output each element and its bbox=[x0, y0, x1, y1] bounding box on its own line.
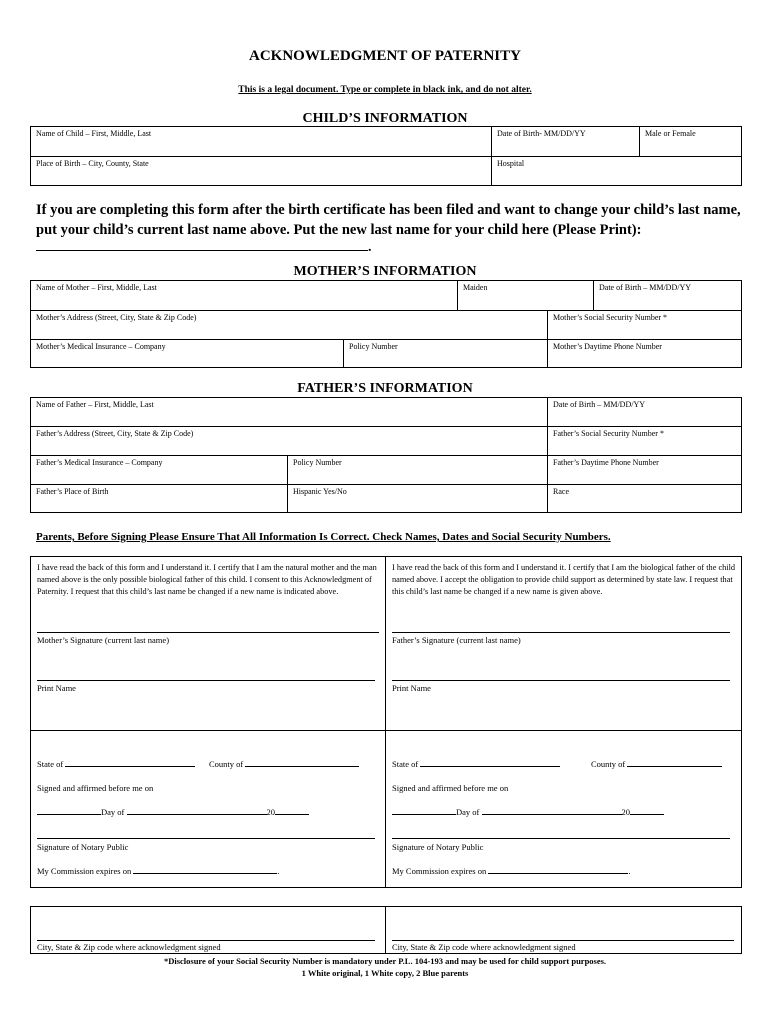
name-change-instructions: If you are completing this form after the birth certificate has been filed and want to change your child’s last name, put your child’s current last name above. Put the new last name for your child here (Please Print): bbox=[36, 202, 741, 238]
father-month-blank[interactable] bbox=[482, 813, 622, 815]
mother-signature-line[interactable] bbox=[37, 632, 379, 633]
father-hispanic-field[interactable] bbox=[287, 485, 547, 513]
mother-row-2 bbox=[31, 311, 741, 340]
mother-location-line[interactable] bbox=[37, 940, 375, 941]
father-day-of-label: Day of bbox=[456, 807, 480, 817]
signature-block bbox=[30, 556, 742, 888]
father-policy-label: Policy Number bbox=[293, 458, 342, 467]
father-insurance-label: Father’s Medical Insurance – Company bbox=[36, 458, 163, 467]
father-print-name-label: Print Name bbox=[392, 683, 431, 693]
ssn-disclosure: *Disclosure of your Social Security Number is mandatory under P.L. 104-193 and may be used for child support purposes. bbox=[163, 956, 607, 966]
father-day-blank[interactable] bbox=[392, 813, 456, 815]
father-commission bbox=[392, 866, 630, 876]
mother-location-label: City, State & Zip code where acknowledgment signed bbox=[37, 942, 221, 952]
mother-maiden-label: Maiden bbox=[463, 283, 488, 292]
mother-commission-label: My Commission expires on bbox=[37, 866, 132, 876]
father-county-label: County of bbox=[591, 759, 626, 769]
mother-year-label: 20 bbox=[266, 807, 275, 817]
child-section-heading: CHILD’S INFORMATION bbox=[302, 111, 468, 126]
mother-maiden-field[interactable] bbox=[457, 281, 593, 310]
mother-phone-label: Mother’s Daytime Phone Number bbox=[553, 342, 662, 351]
new-last-name-period: . bbox=[368, 240, 372, 255]
father-phone-field[interactable] bbox=[547, 456, 741, 484]
child-sex-label: Male or Female bbox=[645, 129, 696, 138]
mother-commission-blank[interactable] bbox=[133, 872, 277, 874]
father-commission-label: My Commission expires on bbox=[392, 866, 487, 876]
mother-ssn-field[interactable] bbox=[547, 311, 741, 339]
mother-notary-date bbox=[37, 807, 309, 817]
father-notary-label: Signature of Notary Public bbox=[392, 842, 484, 852]
form-title: ACKNOWLEDGMENT OF PATERNITY bbox=[249, 48, 521, 64]
father-commission-period: . bbox=[628, 866, 631, 876]
father-state-of bbox=[392, 759, 560, 769]
father-row-3 bbox=[31, 456, 741, 485]
mother-dob-label: Date of Birth – MM/DD/YY bbox=[599, 283, 691, 292]
father-ssn-label: Father’s Social Security Number * bbox=[553, 429, 664, 438]
affidavit-notary-divider bbox=[31, 730, 741, 731]
child-birthplace-field[interactable] bbox=[31, 157, 491, 186]
father-row-1 bbox=[31, 398, 741, 427]
father-row-4 bbox=[31, 485, 741, 513]
father-signature-line[interactable] bbox=[392, 632, 730, 633]
mother-insurance-field[interactable] bbox=[31, 340, 343, 368]
father-location-line[interactable] bbox=[392, 940, 734, 941]
mother-county-of bbox=[209, 759, 359, 769]
mother-print-name-line[interactable] bbox=[37, 680, 375, 681]
mother-policy-label: Policy Number bbox=[349, 342, 398, 351]
child-birthplace-label: Place of Birth – City, County, State bbox=[36, 159, 149, 168]
child-row-1 bbox=[31, 127, 741, 157]
father-signed-affirmed: Signed and affirmed before me on bbox=[392, 783, 509, 793]
father-county-of bbox=[591, 759, 722, 769]
child-name-field[interactable] bbox=[31, 127, 491, 156]
father-section-heading: FATHER’S INFORMATION bbox=[297, 381, 473, 396]
mother-state-of bbox=[37, 759, 195, 769]
mother-name-label: Name of Mother – First, Middle, Last bbox=[36, 283, 157, 292]
father-year-label: 20 bbox=[621, 807, 630, 817]
father-policy-field[interactable] bbox=[287, 456, 547, 484]
mother-state-label: State of bbox=[37, 759, 64, 769]
father-year-blank[interactable] bbox=[630, 813, 664, 815]
father-address-label: Father’s Address (Street, City, State & Zip Code) bbox=[36, 429, 194, 438]
location-divider bbox=[385, 907, 386, 953]
father-county-blank[interactable] bbox=[627, 765, 722, 767]
mother-county-blank[interactable] bbox=[245, 765, 359, 767]
father-race-label: Race bbox=[553, 487, 569, 496]
father-birthplace-field[interactable] bbox=[31, 485, 287, 513]
child-dob-field[interactable] bbox=[491, 127, 639, 156]
father-insurance-field[interactable] bbox=[31, 456, 287, 484]
father-hispanic-label: Hispanic Yes/No bbox=[293, 487, 347, 496]
father-dob-field[interactable] bbox=[547, 398, 741, 426]
mother-signature-label: Mother’s Signature (current last name) bbox=[37, 635, 170, 645]
mother-day-of-label: Day of bbox=[101, 807, 125, 817]
copy-distribution: 1 White original, 1 White copy, 2 Blue parents bbox=[301, 968, 469, 978]
father-signature-label: Father’s Signature (current last name) bbox=[392, 635, 521, 645]
mother-phone-field[interactable] bbox=[547, 340, 741, 368]
mother-notary-label: Signature of Notary Public bbox=[37, 842, 129, 852]
father-phone-label: Father’s Daytime Phone Number bbox=[553, 458, 659, 467]
father-name-label: Name of Father – First, Middle, Last bbox=[36, 400, 154, 409]
father-race-field[interactable] bbox=[547, 485, 741, 513]
new-last-name-line bbox=[36, 249, 368, 251]
mother-dob-field[interactable] bbox=[593, 281, 741, 310]
verification-notice: Parents, Before Signing Please Ensure That All Information Is Correct. Check Names, Dates and Social Security Numbers. bbox=[36, 531, 611, 543]
mother-statement: I have read the back of this form and I understand it. I certify that I am the natural mother and the man named above is the only possible biological father of this child. I consent to this Acknowledgment of Paternity. I request that this child’s last name be changed if a new name is indicated above. bbox=[37, 563, 377, 596]
child-row-2 bbox=[31, 157, 741, 186]
mother-print-name-label: Print Name bbox=[37, 683, 76, 693]
father-name-field[interactable] bbox=[31, 398, 547, 426]
mother-signed-affirmed: Signed and affirmed before me on bbox=[37, 783, 154, 793]
signature-divider bbox=[385, 557, 386, 887]
father-state-blank[interactable] bbox=[420, 765, 560, 767]
mother-day-blank[interactable] bbox=[37, 813, 101, 815]
child-hospital-field[interactable] bbox=[491, 157, 741, 186]
form-subtitle: This is a legal document. Type or complete in black ink, and do not alter. bbox=[238, 85, 532, 95]
mother-commission bbox=[37, 866, 279, 876]
mother-county-label: County of bbox=[209, 759, 244, 769]
father-print-name-line[interactable] bbox=[392, 680, 730, 681]
father-ssn-field[interactable] bbox=[547, 427, 741, 455]
father-state-label: State of bbox=[392, 759, 419, 769]
father-notary-date bbox=[392, 807, 664, 817]
mother-ssn-label: Mother’s Social Security Number * bbox=[553, 313, 668, 322]
child-dob-label: Date of Birth- MM/DD/YY bbox=[497, 129, 586, 138]
mother-address-field[interactable] bbox=[31, 311, 547, 339]
mother-insurance-label: Mother’s Medical Insurance – Company bbox=[36, 342, 166, 351]
mother-state-blank[interactable] bbox=[65, 765, 195, 767]
mother-month-blank[interactable] bbox=[127, 813, 267, 815]
mother-name-field[interactable] bbox=[31, 281, 457, 310]
child-name-label: Name of Child – First, Middle, Last bbox=[36, 129, 152, 138]
new-last-name-field[interactable] bbox=[36, 240, 376, 256]
child-hospital-label: Hospital bbox=[497, 159, 525, 168]
child-sex-field[interactable] bbox=[639, 127, 741, 156]
mother-address-label: Mother’s Address (Street, City, State & Zip Code) bbox=[36, 313, 197, 322]
father-dob-label: Date of Birth – MM/DD/YY bbox=[553, 400, 645, 409]
mother-year-blank[interactable] bbox=[275, 813, 309, 815]
mother-row-3 bbox=[31, 340, 741, 368]
father-statement: I have read the back of this form and I understand it. I certify that I am the biological father of the child named above. I accept the obligation to provide child support as determined by state law. I request that this child’s last name be changed if a new name is given above. bbox=[392, 563, 736, 596]
father-location-label: City, State & Zip code where acknowledgment signed bbox=[392, 942, 576, 952]
mother-policy-field[interactable] bbox=[343, 340, 547, 368]
mother-notary-signature-line[interactable] bbox=[37, 838, 375, 839]
child-info-table bbox=[30, 126, 742, 186]
father-birthplace-label: Father’s Place of Birth bbox=[36, 487, 109, 496]
father-address-field[interactable] bbox=[31, 427, 547, 455]
father-commission-blank[interactable] bbox=[488, 872, 628, 874]
mother-info-table bbox=[30, 280, 742, 368]
father-notary-signature-line[interactable] bbox=[392, 838, 730, 839]
acknowledgment-location-table bbox=[30, 906, 742, 954]
mother-row-1 bbox=[31, 281, 741, 311]
father-row-2 bbox=[31, 427, 741, 456]
mother-commission-period: . bbox=[277, 866, 280, 876]
mother-section-heading: MOTHER’S INFORMATION bbox=[293, 264, 477, 279]
father-info-table bbox=[30, 397, 742, 513]
